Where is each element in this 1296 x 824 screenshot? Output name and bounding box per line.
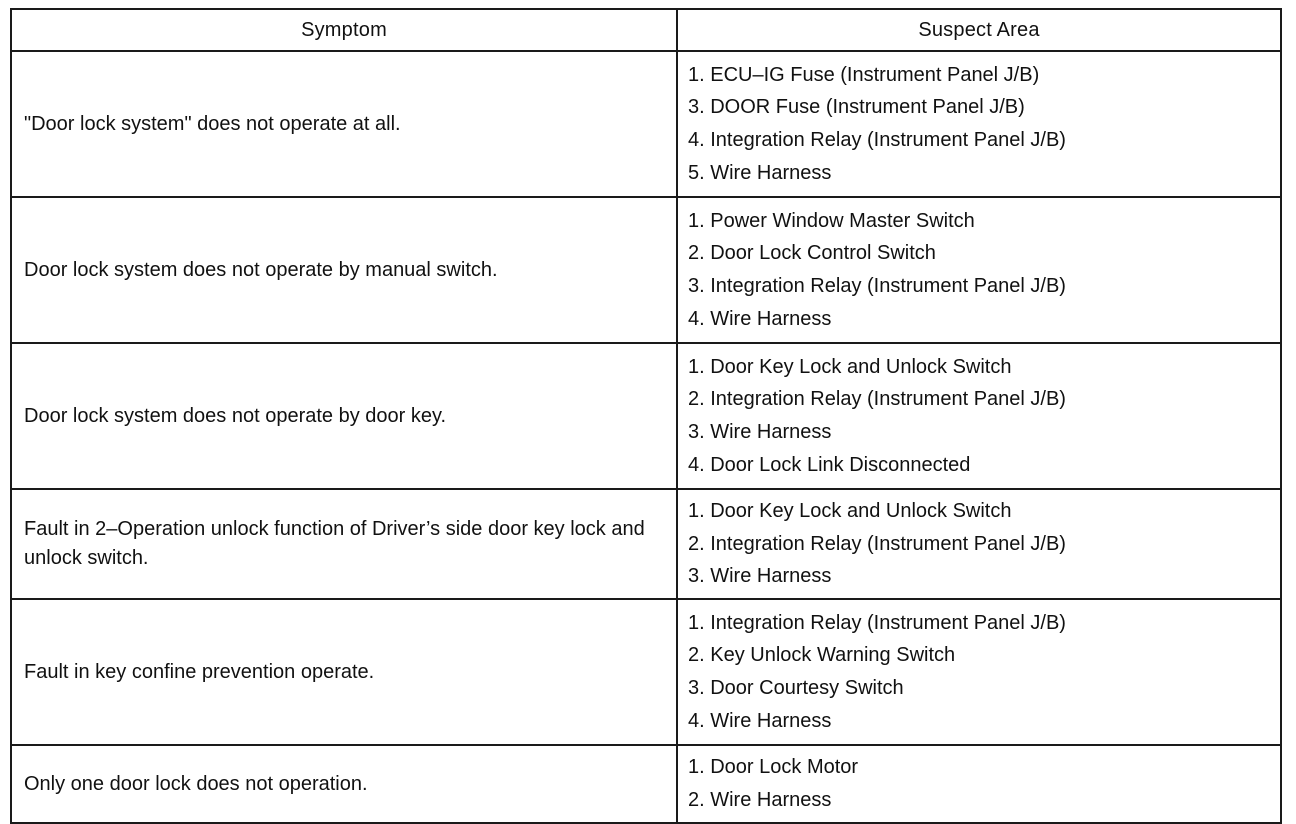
suspect-item: 1. Power Window Master Switch xyxy=(688,209,975,232)
table-row xyxy=(11,51,1281,197)
suspect-item: 1. Integration Relay (Instrument Panel J/B) xyxy=(688,611,1066,634)
header-row xyxy=(11,9,1281,51)
suspect-item: 3. DOOR Fuse (Instrument Panel J/B) xyxy=(688,96,1025,119)
suspect-list xyxy=(688,205,1280,336)
suspect-area-cell xyxy=(677,197,1281,343)
suspect-item: 1. Door Key Lock and Unlock Switch xyxy=(688,499,1012,522)
suspect-area-cell xyxy=(677,343,1281,489)
suspect-area-cell xyxy=(677,489,1281,599)
table-row xyxy=(11,489,1281,599)
symptom-cell: Door lock system does not operate by door key. xyxy=(11,343,677,489)
table-row xyxy=(11,343,1281,489)
suspect-item: 2. Integration Relay (Instrument Panel J/B) xyxy=(688,388,1066,411)
suspect-item: 2. Door Lock Control Switch xyxy=(688,242,936,265)
suspect-item: 4. Wire Harness xyxy=(688,307,832,330)
suspect-item: 2. Integration Relay (Instrument Panel J/B) xyxy=(688,532,1066,555)
suspect-list xyxy=(688,59,1280,190)
suspect-item: 4. Integration Relay (Instrument Panel J/B) xyxy=(688,129,1066,151)
suspect-list xyxy=(688,607,1280,738)
suspect-item: 1. ECU–IG Fuse (Instrument Panel J/B) xyxy=(688,63,1040,86)
suspect-list xyxy=(688,495,1280,593)
suspect-item: 4. Door Lock Link Disconnected xyxy=(688,453,971,476)
suspect-item: 4. Wire Harness xyxy=(688,709,832,732)
suspect-area-cell xyxy=(677,599,1281,745)
suspect-item: 1. Door Key Lock and Unlock Switch xyxy=(688,355,1012,378)
symptom-cell: "Door lock system" does not operate at all. xyxy=(11,51,677,197)
table-row xyxy=(11,745,1281,823)
suspect-item: 5. Wire Harness xyxy=(688,161,832,184)
table-row xyxy=(11,599,1281,745)
table-row xyxy=(11,197,1281,343)
suspect-item: 3. Door Courtesy Switch xyxy=(688,677,904,699)
suspect-area-cell xyxy=(677,745,1281,823)
header-symptom: Symptom xyxy=(11,9,677,51)
suspect-item: 3. Wire Harness xyxy=(688,421,832,443)
symptom-cell: Fault in 2–Operation unlock function of Driver’s side door key lock and unlock switch. xyxy=(11,489,677,599)
symptom-table xyxy=(10,8,1282,824)
symptom-cell: Only one door lock does not operation. xyxy=(11,745,677,823)
symptom-cell: Fault in key confine prevention operate. xyxy=(11,599,677,745)
suspect-item: 3. Integration Relay (Instrument Panel J/B) xyxy=(688,275,1066,297)
suspect-item: 1. Door Lock Motor xyxy=(688,756,859,779)
header-suspect-area: Suspect Area xyxy=(677,9,1281,51)
suspect-list xyxy=(688,351,1280,482)
symptom-cell: Door lock system does not operate by manual switch. xyxy=(11,197,677,343)
suspect-item: 2. Wire Harness xyxy=(688,789,832,811)
suspect-item: 2. Key Unlock Warning Switch xyxy=(688,644,956,667)
suspect-item: 3. Wire Harness xyxy=(688,565,832,588)
suspect-list xyxy=(688,751,1280,816)
suspect-area-cell xyxy=(677,51,1281,197)
